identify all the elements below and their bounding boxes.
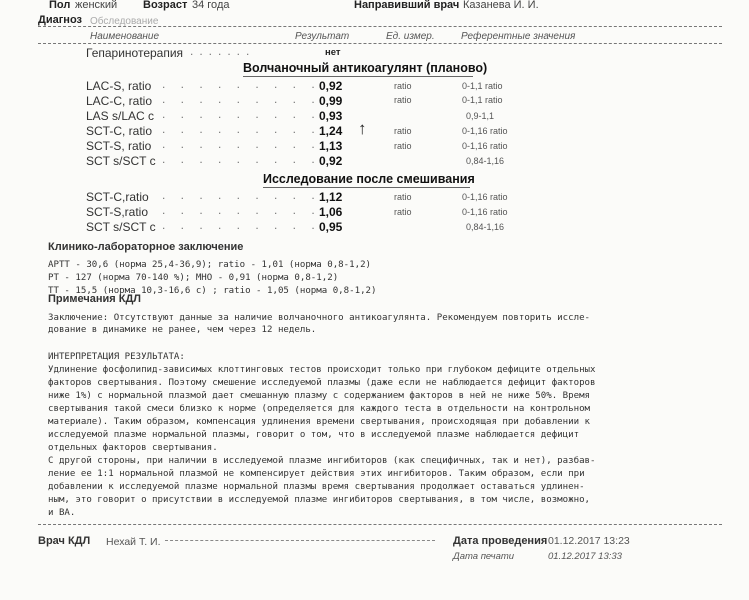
heparin-name: Гепаринотерапия — [86, 46, 184, 60]
interp-line: факторов свертывания. Поэтому смешение исследуемой плазмы (даже если не наблюдается дефицит факторов — [48, 378, 596, 388]
dot-leader: . . . . . . . . . — [162, 137, 321, 151]
col-unit: Ед. измер. — [386, 31, 435, 42]
interp-title: ИНТЕРПРЕТАЦИЯ РЕЗУЛЬТАТА: — [48, 352, 185, 362]
col-result: Результат — [295, 31, 350, 42]
table-row-name: SCT s/SCT c — [86, 154, 156, 168]
interp-line: ление ее 1:1 нормальной плазмой не компенсирует действия этих ингибиторов. Таким образом, если при — [48, 469, 585, 479]
interp-line: материале). Таким образом, компенсация удлинения времени свертывания, происходящая при добавлении к — [48, 417, 591, 427]
clinical-line: APTT - 30,6 (норма 25,4-36,9); ratio - 1,01 (норма 0,8-1,2) — [48, 260, 372, 270]
interp-line: свертывания такой смеси близко к норме (определяется для каждого теста в отдельности на контрольном — [48, 404, 591, 414]
footer-divider — [38, 524, 722, 525]
table-row-name: LAC-S, ratio — [86, 79, 152, 93]
table-row-value: 0,99 — [319, 94, 343, 108]
heparin-value: нет — [325, 47, 341, 58]
table-row-value: 0,95 — [319, 220, 343, 234]
arrow-up-icon: ↑ — [358, 119, 367, 138]
interp-line: отдельных факторов свертывания. — [48, 443, 218, 453]
table-row-ref: 0-1,1 ratio — [462, 81, 503, 91]
dot-leader: . . . . . . . . . — [162, 218, 321, 232]
table-row-name: SCT-S, ratio — [86, 139, 152, 153]
dot-leader: . . . . . . . . . — [162, 152, 321, 166]
table-row-ref: 0-1,1 ratio — [462, 95, 503, 105]
dot-leader: ....... — [190, 44, 256, 58]
table-row-value: 0,92 — [319, 154, 343, 168]
table-row-name: SCT-S,ratio — [86, 205, 149, 219]
signature-line — [165, 540, 435, 541]
clinical-title: Клинико-лабораторное заключение — [48, 241, 244, 253]
interp-line: и ВА. — [48, 508, 76, 518]
table-row-value: 1,12 — [319, 190, 343, 204]
print-date-value: 01.12.2017 13:33 — [548, 551, 622, 562]
referring-doctor-label: Направивший врач — [354, 0, 460, 11]
dot-leader: . . . . . . . . . — [162, 92, 321, 106]
table-row-unit: ratio — [394, 95, 412, 105]
table-row-value: 1,13 — [319, 139, 343, 153]
table-row-unit: ratio — [394, 192, 412, 202]
dot-leader: . . . . . . . . . — [162, 107, 321, 121]
table-row-name: LAS s/LAC c — [86, 109, 155, 123]
diagnosis-value: Обследование — [90, 16, 159, 27]
header-divider — [38, 26, 722, 27]
diagnosis-label: Диагноз — [38, 14, 82, 26]
table-row-value: 1,06 — [319, 205, 343, 219]
dot-leader: . . . . . . . . . — [162, 188, 321, 202]
conclusion-line: Заключение: Отсутствуют данные за наличие волчаночного антикоагулянта. Рекомендуем повторить иссле- — [48, 313, 591, 323]
dot-leader: . . . . . . . . . — [162, 203, 321, 217]
date-label: Дата проведения — [453, 535, 548, 547]
interp-line: Удлинение фосфолипид-зависимых клоттинговых тестов происходит только при глубоком дефиците отдельных — [48, 365, 596, 375]
dot-leader: . . . . . . . . . — [162, 122, 321, 136]
col-ref: Референтные значения — [461, 31, 576, 42]
table-row-name: SCT-C, ratio — [86, 124, 153, 138]
table-row-ref: 0-1,16 ratio — [462, 207, 508, 217]
age-value: 34 года — [192, 0, 230, 11]
sex-value: женский — [75, 0, 118, 11]
table-row-name: LAC-C, ratio — [86, 94, 153, 108]
clinical-line: TT - 15,5 (норма 10,3-16,6 с) ; ratio - 1,05 (норма 0,8-1,2) — [48, 286, 377, 296]
referring-doctor-value: Казанева И. И. — [463, 0, 539, 11]
table-row-ref: 0,84-1,16 — [466, 156, 505, 166]
table-row-value: 0,92 — [319, 79, 343, 93]
table-row-ref: 0,84-1,16 — [466, 222, 505, 232]
section-title-mixing: Исследование после смешивания — [263, 172, 475, 186]
col-name: Наименование — [90, 31, 160, 42]
dot-leader: . . . . . . . . . — [162, 77, 321, 91]
table-row-ref: 0-1,16 ratio — [462, 141, 508, 151]
table-row-ref: 0,9-1,1 — [466, 111, 495, 121]
table-row-unit: ratio — [394, 141, 412, 151]
table-row-ref: 0-1,16 ratio — [462, 126, 508, 136]
table-row-value: 0,93 — [319, 109, 343, 123]
table-row-name: SCT-C,ratio — [86, 190, 149, 204]
footer-doctor-label: Врач КДЛ — [38, 535, 91, 547]
table-row-unit: ratio — [394, 126, 412, 136]
notes-title: Примечания КДЛ — [48, 293, 142, 305]
section-title-lupus: Волчаночный антикоагулянт (планово) — [243, 61, 488, 75]
table-row-ref: 0-1,16 ratio — [462, 192, 508, 202]
table-row-unit: ratio — [394, 81, 412, 91]
date-value: 01.12.2017 13:23 — [548, 535, 630, 547]
table-row-value: 1,24 — [319, 124, 343, 138]
age-label: Возраст — [143, 0, 188, 11]
print-date-label: Дата печати — [453, 551, 515, 562]
sex-label: Пол — [49, 0, 71, 11]
interp-line: добавлении к исследуемой плазме нормальной плазмы время свертывания продолжает оставаться удлинен- — [48, 482, 585, 492]
interp-line: С другой стороны, при наличии в исследуемой плазме ингибиторов (как специфичных, так и нет), разбав- — [48, 456, 596, 466]
interp-line: ным, это говорит о присутствии в исследуемой плазме ингибиторов свертывания, в том числе, возможно, — [48, 495, 591, 505]
footer-doctor-value: Нехай Т. И. — [106, 536, 161, 548]
interp-line: ниже 1%) с нормальной плазмой дает смешанную плазму с содержанием факторов в ней не ниже 50%. Время — [48, 391, 591, 401]
interp-line: исследуемой плазме нормальной плазмы, говорит о том, что в исследуемой плазме наблюдается дефицит — [48, 430, 580, 440]
table-row-name: SCT s/SCT c — [86, 220, 156, 234]
table-row-unit: ratio — [394, 207, 412, 217]
columns-divider — [38, 43, 722, 44]
conclusion-line: дование в динамике не ранее, чем через 12 недель. — [48, 325, 317, 335]
clinical-line: PT - 127 (норма 70-140 %); МНО - 0,91 (норма 0,8-1,2) — [48, 273, 339, 283]
